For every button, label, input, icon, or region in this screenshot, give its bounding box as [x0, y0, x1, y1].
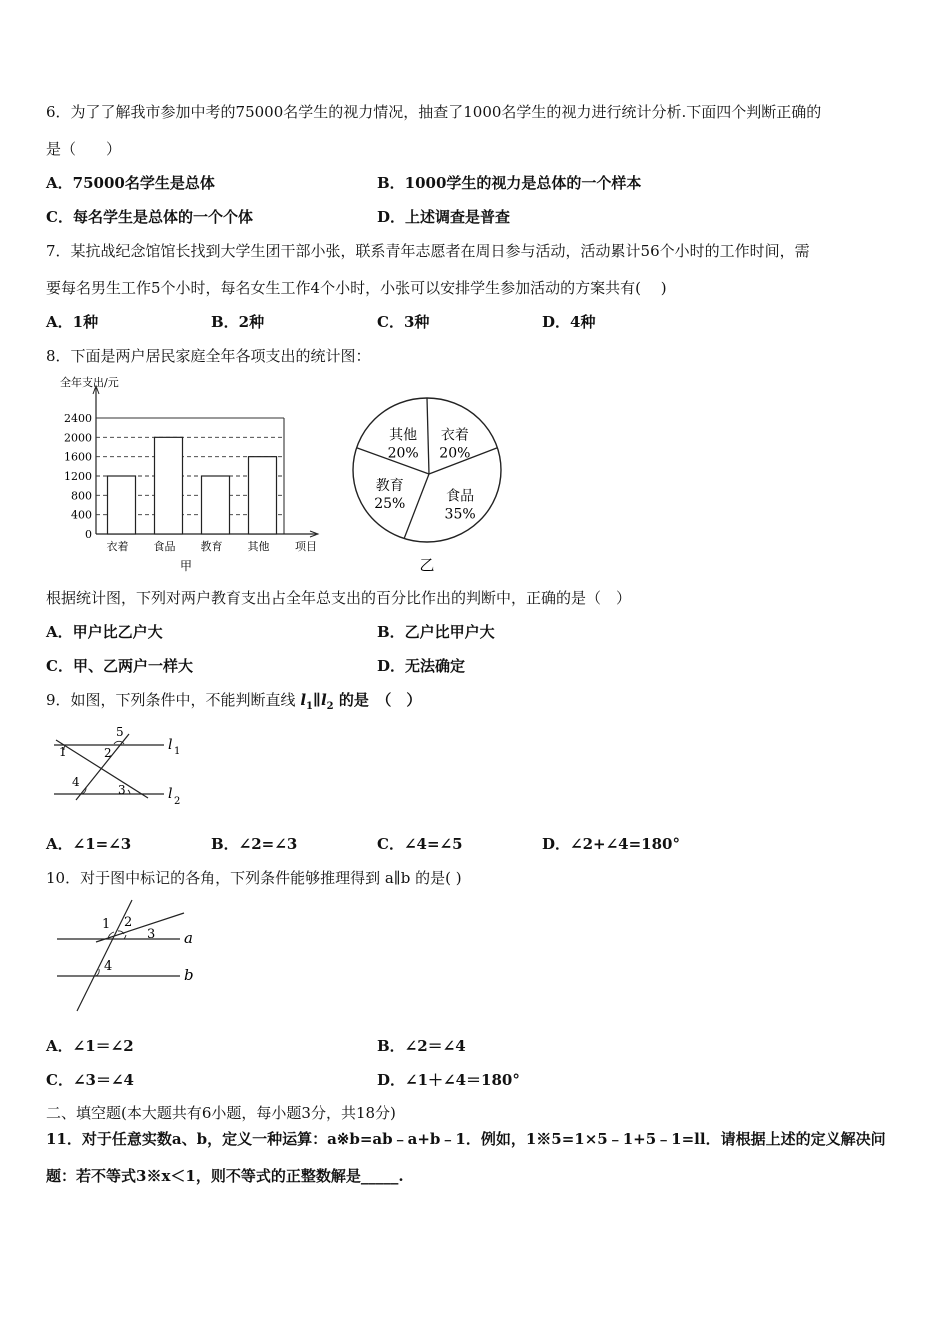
y-tick-label: 400 — [71, 508, 92, 522]
y-tick-label: 800 — [71, 489, 92, 503]
q10-option-c: C．∠3＝∠4 — [46, 1071, 134, 1089]
q7-option-c: C．3种 — [377, 313, 430, 331]
q9-stem-pre: 9．如图，下列条件中，不能判断直线 — [46, 691, 301, 709]
q7-stem-line2: 要每名男生工作5个小时，每名女生工作4个小时，小张可以安排学生参加活动的方案共有( ) — [46, 279, 667, 297]
y-tick-label: 1600 — [64, 450, 92, 464]
q10-line-b: b — [184, 966, 194, 984]
q9-line-l1: l — [168, 737, 173, 753]
q10-option-a: A．∠1＝∠2 — [46, 1037, 134, 1055]
q7-option-a: A．1种 — [46, 313, 99, 331]
q10-angle-2: 2 — [124, 915, 133, 930]
chart-title-jia: 甲 — [179, 559, 193, 573]
chart-title-yi: 乙 — [419, 556, 435, 574]
section-heading: 二、填空题(本大题共有6小题，每小题3分，共18分) — [46, 1104, 396, 1122]
q9-angle-1: 1 — [59, 745, 67, 759]
q9-angle-4: 4 — [72, 775, 80, 789]
x-tick-label: 教育 — [200, 540, 223, 553]
q8-stem-line1: 8．下面是两户居民家庭全年各项支出的统计图： — [46, 347, 371, 365]
q7-option-b: B．2种 — [211, 313, 265, 331]
q9-stem-post: 的是 （ ） — [333, 691, 422, 709]
q9-option-d: D．∠2+∠4=180° — [542, 835, 680, 853]
q9-l1: l — [300, 691, 307, 709]
q6-stem-line1: 6．为了了解我市参加中考的75000名学生的视力情况，抽查了1000名学生的视力进行统计分析.下面四个判断正确的 — [46, 103, 822, 121]
x-tick-label: 衣着 — [106, 540, 129, 553]
bar-衣着 — [108, 476, 136, 534]
q10-option-d: D．∠1＋∠4＝180° — [377, 1071, 520, 1089]
q9-l2: l — [320, 691, 327, 709]
q8-option-d: D．无法确定 — [377, 657, 466, 675]
q7-stem-line1: 7．某抗战纪念馆馆长找到大学生团干部小张，联系青年志愿者在周日参与活动，活动累计56个小时的工作时间，需 — [46, 242, 810, 260]
pie-chart-yi — [345, 390, 510, 575]
bar-其他 — [249, 457, 277, 534]
q8-option-a: A．甲户比乙户大 — [46, 623, 163, 641]
q9-line-l1-sub: 1 — [174, 746, 181, 757]
x-tick-label: 食品 — [153, 540, 176, 553]
slice-label-衣着: 衣着 — [440, 427, 469, 444]
y-tick-label: 2000 — [64, 431, 92, 445]
q10-angle-3: 3 — [147, 927, 156, 942]
q8-question: 根据统计图，下列对两户教育支出占全年总支出的百分比作出的判断中，正确的是（ ） — [46, 589, 632, 607]
q9-angle-3: 3 — [118, 783, 126, 797]
q9-l1-sub: 1 — [306, 701, 313, 712]
q8-option-c: C．甲、乙两户一样大 — [46, 657, 193, 675]
y-tick-label: 2400 — [64, 412, 92, 425]
q10-angle-4: 4 — [104, 959, 113, 974]
slice-pct-教育: 25% — [374, 496, 406, 513]
bar-chart-jia — [44, 370, 334, 580]
q11-stem-line2: 题：若不等式3※x＜1，则不等式的正整数解是_____. — [46, 1167, 404, 1185]
q10-angle-1: 1 — [102, 917, 111, 932]
y-tick-label: 1200 — [64, 470, 92, 483]
q6-stem-line2: 是（ ） — [46, 140, 122, 158]
q6-option-c: C．每名学生是总体的一个个体 — [46, 208, 253, 226]
bar-食品 — [155, 437, 183, 534]
q9-angle-5: 5 — [116, 725, 124, 739]
slice-pct-其他: 20% — [387, 445, 419, 462]
slice-label-教育: 教育 — [375, 478, 404, 495]
y-axis-label: 全年支出/元 — [60, 376, 119, 389]
slice-label-其他: 其他 — [389, 427, 418, 444]
q10-figure — [52, 898, 212, 1016]
q10-option-b: B．∠2＝∠4 — [377, 1037, 466, 1055]
q6-option-b: B．1000学生的视力是总体的一个样本 — [377, 174, 642, 192]
x-tick-label: 其他 — [247, 540, 270, 553]
bar-教育 — [202, 476, 230, 534]
slice-label-食品: 食品 — [446, 488, 475, 505]
q10-line-a: a — [184, 929, 193, 947]
q8-option-b: B．乙户比甲户大 — [377, 623, 495, 641]
q9-line-l2-sub: 2 — [174, 796, 181, 807]
q9-option-c: C．∠4=∠5 — [377, 835, 463, 853]
q9-figure — [46, 722, 196, 812]
q9-option-a: A．∠1=∠3 — [46, 835, 132, 853]
q9-stem — [46, 690, 421, 717]
q9-line-l2: l — [168, 786, 173, 802]
q9-angle-2: 2 — [104, 746, 112, 760]
q9-l2-sub: 2 — [326, 701, 334, 712]
q7-option-d: D．4种 — [542, 313, 596, 331]
slice-pct-衣着: 20% — [439, 445, 471, 462]
y-tick-label: 0 — [85, 528, 92, 541]
q9-option-b: B．∠2=∠3 — [211, 835, 298, 853]
slice-pct-食品: 35% — [444, 506, 476, 523]
q6-option-d: D．上述调查是普查 — [377, 208, 511, 226]
q9-parallel: ∥ — [313, 691, 321, 709]
q10-stem: 10．对于图中标记的各角，下列条件能够推理得到 a∥b 的是( ) — [46, 869, 462, 887]
q6-option-a: A．75000名学生是总体 — [46, 174, 215, 192]
x-axis-label: 项目 — [295, 540, 317, 553]
q11-stem-line1: 11．对于任意实数a、b，定义一种运算：a※b=ab﹣a+b﹣1．例如，1※5=1×5﹣1+5﹣1=ll．请根据上述的定义解决问 — [46, 1130, 886, 1148]
